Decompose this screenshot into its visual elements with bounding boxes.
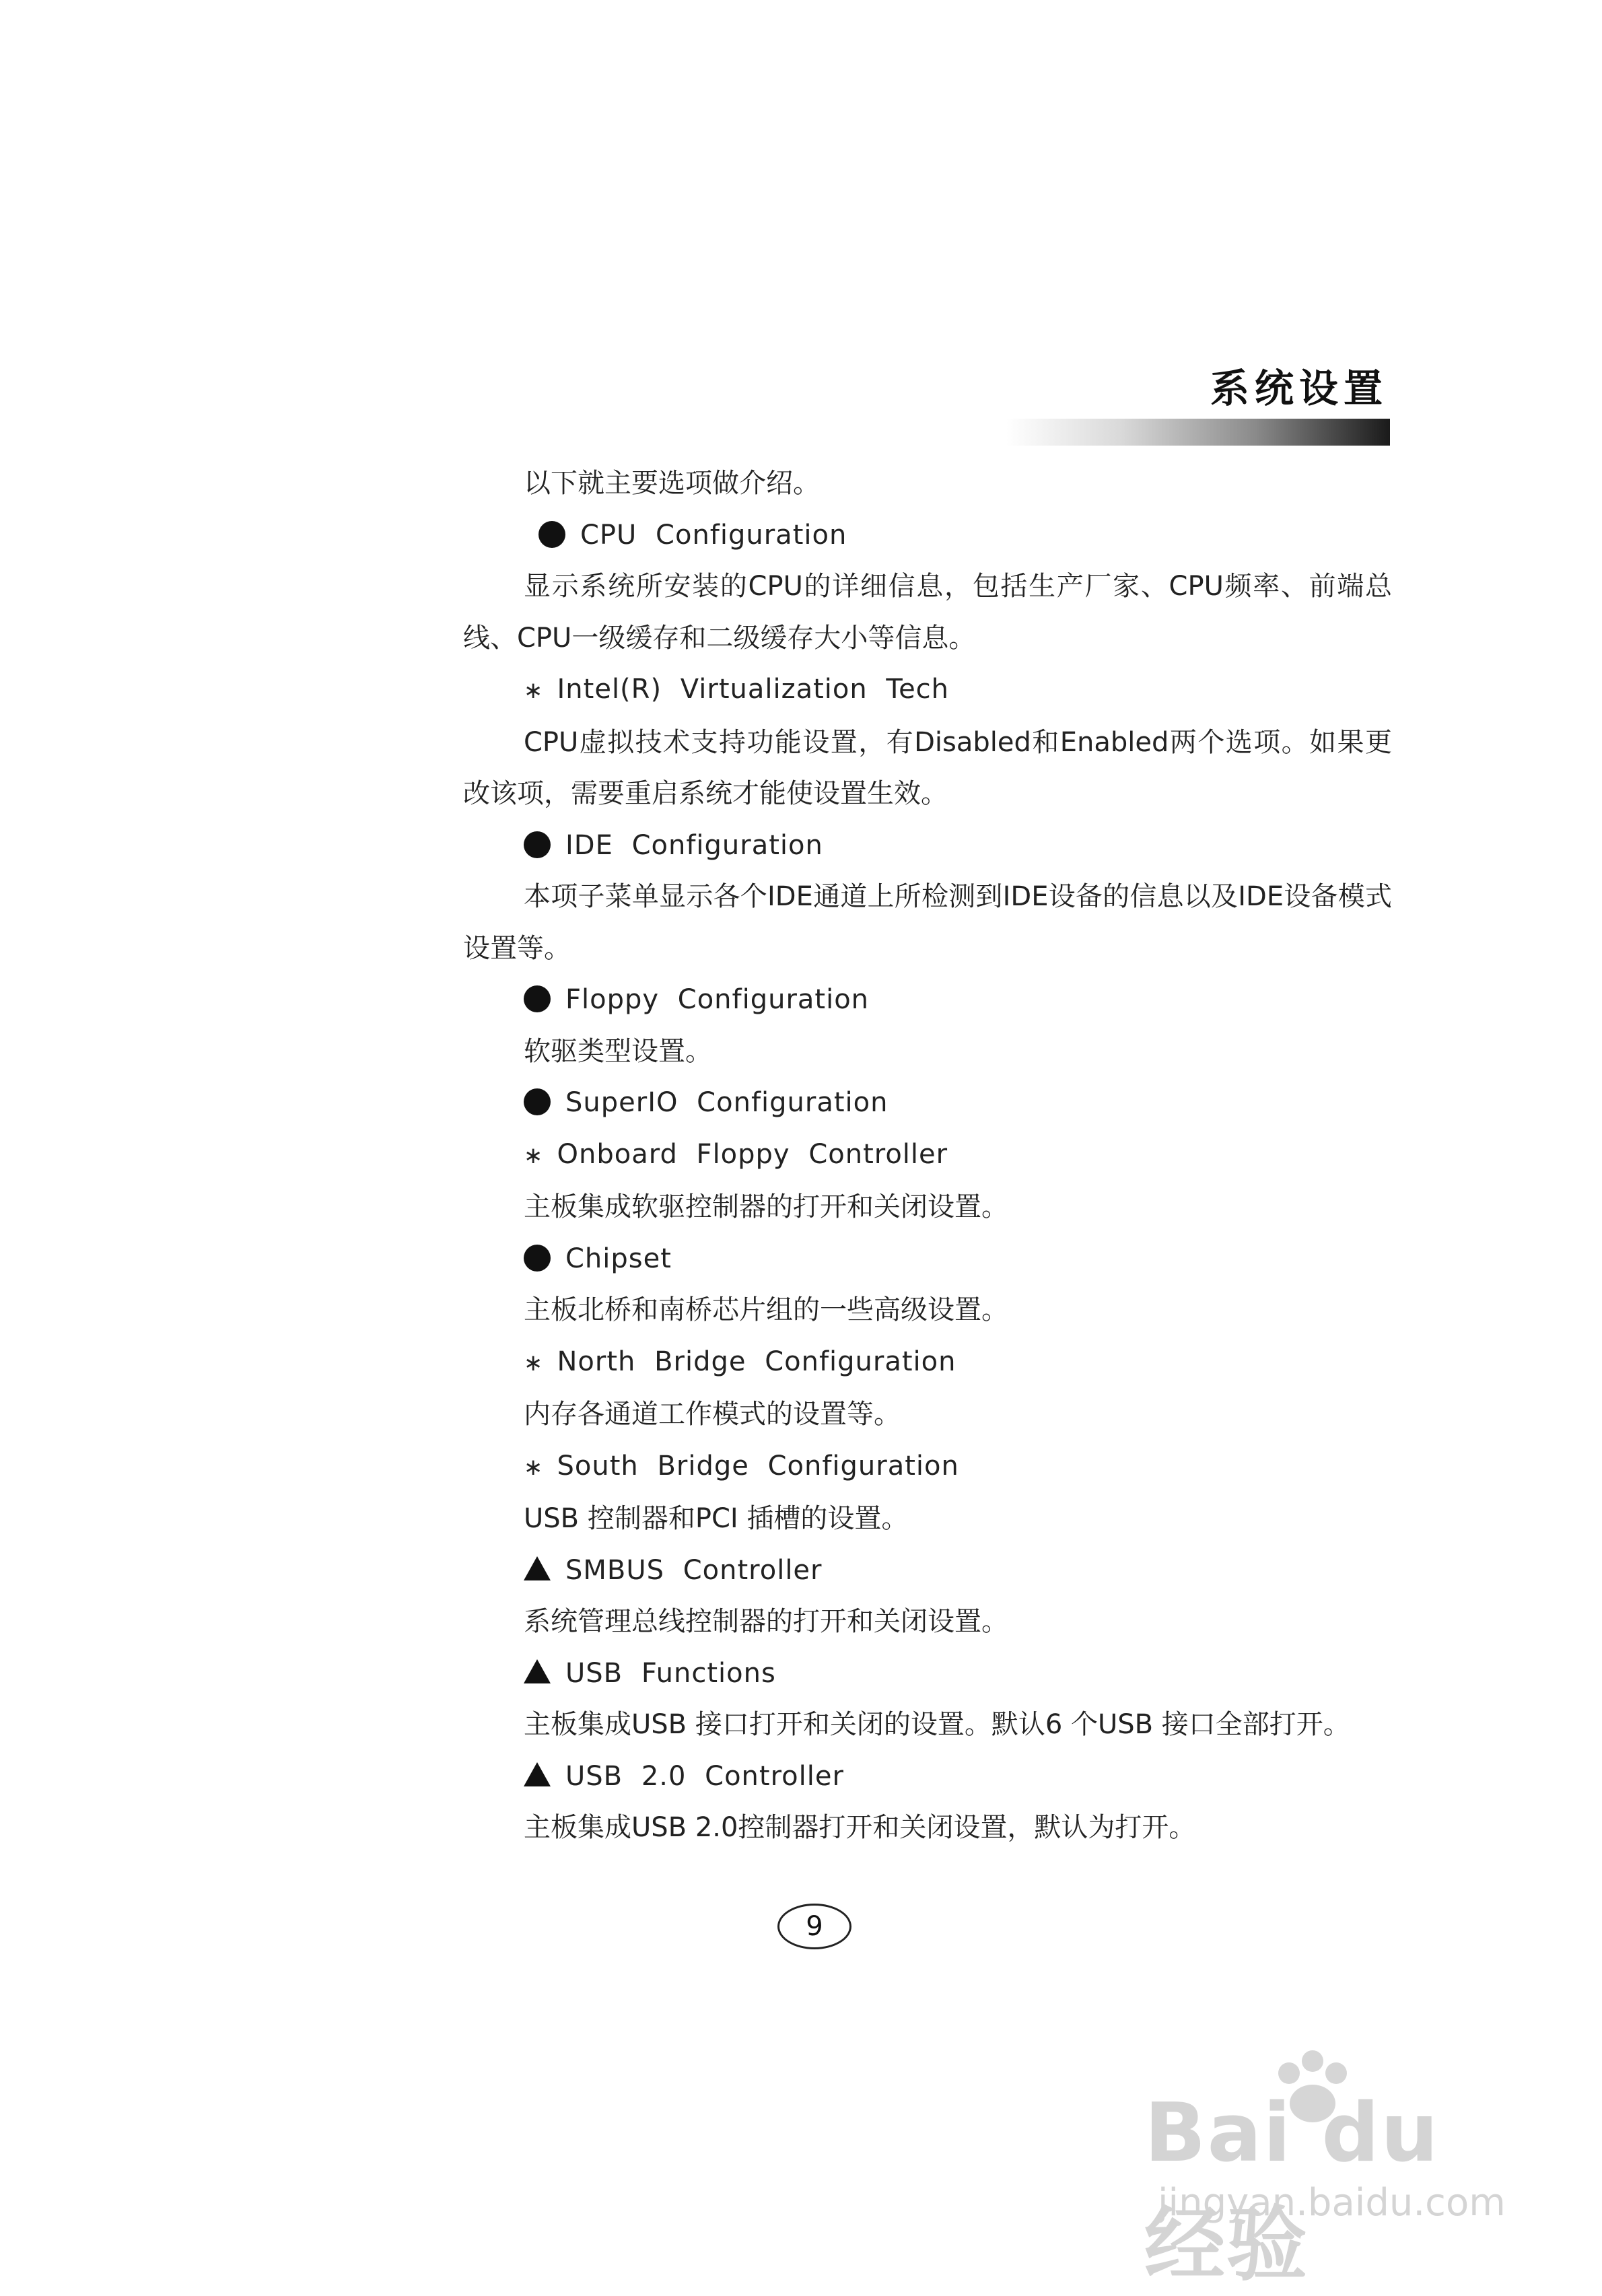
chipset-description: 主板北桥和南桥芯片组的一些高级设置。: [524, 1294, 1008, 1325]
heading-south-bridge: ∗ South Bridge Configuration: [463, 1440, 1392, 1494]
onboard-floppy-description: 主板集成软驱控制器的打开和关闭设置。: [524, 1191, 1008, 1222]
asterisk-icon: ∗: [524, 677, 544, 704]
vt-description: CPU虚拟技术支持功能设置，有Disabled和Enabled两个选项。如果更改该项，需要重启系统才能使设置生效。: [463, 726, 1392, 809]
watermark-logo-text: Bai du 经验: [1144, 2087, 1440, 2292]
bullet-circle-icon: [538, 521, 565, 548]
triangle-bullet-icon: [524, 1659, 551, 1683]
asterisk-icon: ∗: [524, 1453, 544, 1481]
heading-superio-configuration: SuperIO Configuration: [463, 1077, 1392, 1129]
heading-north-bridge: ∗ North Bridge Configuration: [463, 1336, 1392, 1389]
heading-usb20-controller: USB 2.0 Controller: [463, 1751, 1392, 1803]
bullet-circle-icon: [524, 1245, 551, 1272]
heading-virtualization-tech: ∗ Intel(R) Virtualization Tech: [463, 664, 1392, 717]
heading-onboard-floppy-controller: ∗ Onboard Floppy Controller: [463, 1129, 1392, 1182]
heading-usb-functions: USB Functions: [463, 1648, 1392, 1700]
triangle-bullet-icon: [524, 1762, 551, 1786]
triangle-bullet-icon: [524, 1556, 551, 1580]
smbus-description: 系统管理总线控制器的打开和关闭设置。: [524, 1606, 1008, 1637]
heading-floppy-configuration: Floppy Configuration: [463, 974, 1392, 1026]
cpu-description: 显示系统所安装的CPU的详细信息，包括生产厂家、CPU频率、前端总线、CPU一级缓存和二级缓存大小等信息。: [463, 571, 1392, 654]
document-body: [463, 458, 1392, 1854]
asterisk-icon: ∗: [524, 1142, 544, 1169]
watermark-url: jingyan.baidu.com: [1158, 2181, 1506, 2225]
bullet-circle-icon: [524, 831, 551, 858]
header-gradient-bar: [1006, 419, 1390, 446]
baidu-watermark: [1144, 2046, 1521, 2292]
heading-ide-configuration: IDE Configuration: [463, 820, 1392, 872]
asterisk-icon: ∗: [524, 1349, 544, 1377]
ide-description: 本项子菜单显示各个IDE通道上所检测到IDE设备的信息以及IDE设备模式设置等。: [463, 881, 1392, 964]
page-number: 9: [777, 1904, 851, 1949]
heading-chipset: Chipset: [463, 1233, 1392, 1285]
usb20-description: 主板集成USB 2.0控制器打开和关闭设置，默认为打开。: [524, 1812, 1196, 1843]
bullet-circle-icon: [524, 1088, 551, 1115]
heading-cpu-configuration: CPU Configuration: [463, 510, 1392, 561]
south-bridge-description: USB 控制器和PCI 插槽的设置。: [524, 1503, 909, 1534]
bullet-circle-icon: [524, 985, 551, 1012]
floppy-description: 软驱类型设置。: [524, 1035, 712, 1067]
north-bridge-description: 内存各通道工作模式的设置等。: [524, 1399, 901, 1430]
heading-smbus-controller: SMBUS Controller: [463, 1545, 1392, 1597]
intro-text: 以下就主要选项做介绍。: [524, 468, 820, 499]
page-section-title: 系统设置: [1210, 366, 1388, 411]
usb-functions-description: 主板集成USB 接口打开和关闭的设置。默认6 个USB 接口全部打开。: [524, 1709, 1350, 1740]
